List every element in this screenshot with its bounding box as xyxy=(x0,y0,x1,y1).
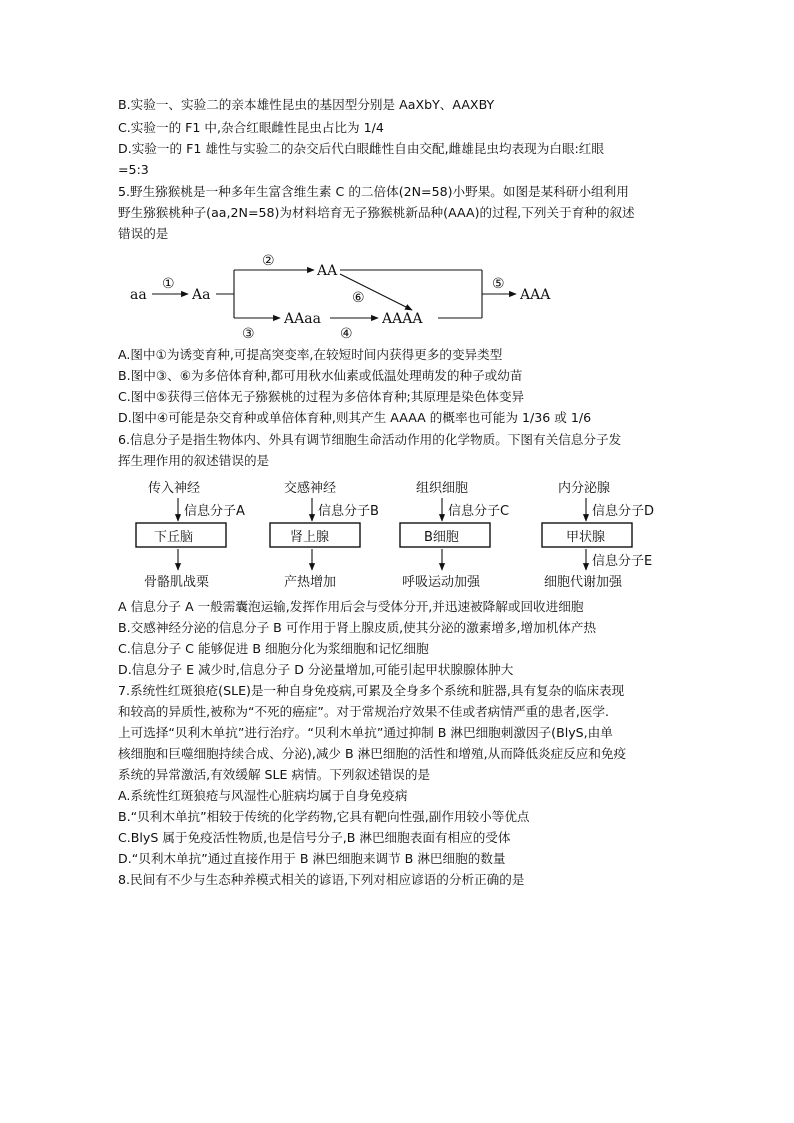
q7-option-c: C.BlyS 属于免疫活性物质,也是信号分子,B 淋巴细胞表面有相应的受体 xyxy=(118,830,511,845)
step-6-label: ⑥ xyxy=(352,290,365,306)
effect-heat-increase: 产热增加 xyxy=(284,575,337,590)
source-afferent-nerve: 传入神经 xyxy=(148,481,201,496)
step-2-label: ② xyxy=(262,253,275,269)
q7-option-b: B.“贝利木单抗”相较于传统的化学药物,它具有靶向性强,副作用较小等优点 xyxy=(118,809,530,824)
genotype-AAaa: AAaa xyxy=(284,311,321,327)
q4-option-d-line2: =5:3 xyxy=(118,162,149,177)
q6-stem-line2: 挥生理作用的叙述错误的是 xyxy=(118,453,270,468)
target-hypothalamus: 下丘脑 xyxy=(154,530,194,545)
q6-stem-line1: 6.信息分子是指生物体内、外具有调节细胞生命活动作用的化学物质。下图有关信息分子发 xyxy=(118,432,622,447)
signal-molecule-diagram xyxy=(130,476,690,596)
genotype-AAAA: AAAA xyxy=(382,311,423,327)
signal-molecule-a: 信息分子A xyxy=(184,504,245,519)
q5-option-a: A.图中①为诱变育种,可提高突变率,在较短时间内获得更多的变异类型 xyxy=(118,347,503,362)
breeding-diagram xyxy=(130,248,570,344)
q7-stem-line3: 上可选择“贝利木单抗”进行治疗。“贝利木单抗”通过抑制 B 淋巴细胞刺激因子(BlyS,由单 xyxy=(118,725,613,740)
step-4-label: ④ xyxy=(340,326,353,342)
q4-option-c: C.实验一的 F1 中,杂合红眼雌性昆虫占比为 1/4 xyxy=(118,120,384,135)
signal-molecule-c: 信息分子C xyxy=(448,504,510,519)
step-1-label: ① xyxy=(162,276,175,292)
genotype-AA: AA xyxy=(317,263,338,279)
q5-option-c: C.图中⑤获得三倍体无子猕猴桃的过程为多倍体育种;其原理是染色体变异 xyxy=(118,389,525,404)
q5-stem-line3: 错误的是 xyxy=(118,226,169,241)
q5-stem-line1: 5.野生猕猴桃是一种多年生富含维生素 C 的二倍体(2N=58)小野果。如图是某科研小组利用 xyxy=(118,184,629,199)
q7-stem-line4: 核细胞和巨噬细胞持续合成、分泌),减少 B 淋巴细胞的活性和增殖,从而降低炎症反应和免疫 xyxy=(118,746,627,761)
genotype-AAA: AAA xyxy=(520,287,551,303)
step-5-label: ⑤ xyxy=(492,276,505,292)
q6-option-b: B.交感神经分泌的信息分子 B 可作用于肾上腺皮质,使其分泌的激素增多,增加机体产热 xyxy=(118,620,597,635)
effect-metabolism: 细胞代谢加强 xyxy=(544,575,623,590)
genotype-aa: aa xyxy=(130,287,147,303)
source-sympathetic-nerve: 交感神经 xyxy=(284,481,337,496)
q5-option-d: D.图中④可能是杂交育种或单倍体育种,则其产生 AAAA 的概率也可能为 1/36 或 1/6 xyxy=(118,410,592,425)
q7-option-a: A.系统性红斑狼疮与风湿性心脏病均属于自身免疫病 xyxy=(118,788,408,803)
q7-stem-line2: 和较高的异质性,被称为“不死的癌症”。对于常规治疗效果不佳或者病情严重的患者,医学. xyxy=(118,704,610,719)
signal-molecule-e: 信息分子E xyxy=(592,554,653,569)
q5-stem-line2: 野生猕猴桃种子(aa,2N=58)为材料培育无子猕猴桃新品种(AAA)的过程,下列关于育种的叙述 xyxy=(118,205,635,220)
source-tissue-cell: 组织细胞 xyxy=(416,481,469,496)
source-endocrine-gland: 内分泌腺 xyxy=(558,481,611,496)
q6-option-d: D.信息分子 E 减少时,信息分子 D 分泌量增加,可能引起甲状腺腺体肿大 xyxy=(118,662,514,677)
q5-option-b: B.图中③、⑥为多倍体育种,都可用秋水仙素或低温处理萌发的种子或幼苗 xyxy=(118,368,523,383)
q4-option-d-line1: D.实验一的 F1 雄性与实验二的杂交后代白眼雌性自由交配,雌雄昆虫均表现为白眼:红眼 xyxy=(118,141,604,156)
q4-option-b: B.实验一、实验二的亲本雄性昆虫的基因型分别是 AaXbY、AAXBY xyxy=(118,97,495,112)
target-adrenal-gland: 肾上腺 xyxy=(290,530,330,545)
effect-shivering: 骨骼肌战栗 xyxy=(144,575,210,590)
q7-option-d: D.“贝利木单抗”通过直接作用于 B 淋巴细胞来调节 B 淋巴细胞的数量 xyxy=(118,851,506,866)
q6-option-a: A 信息分子 A 一般需囊泡运输,发挥作用后会与受体分开,并迅速被降解或回收进细胞 xyxy=(118,599,584,614)
signal-molecule-d: 信息分子D xyxy=(592,504,655,519)
genotype-Aa: Aa xyxy=(192,287,211,303)
target-b-cell: B细胞 xyxy=(424,530,459,545)
q7-stem-line5: 系统的异常激活,有效缓解 SLE 病情。下列叙述错误的是 xyxy=(118,767,431,782)
signal-molecule-b: 信息分子B xyxy=(318,504,379,519)
effect-respiration: 呼吸运动加强 xyxy=(402,575,481,590)
q8-stem-line1: 8.民间有不少与生态种养模式相关的谚语,下列对相应谚语的分析正确的是 xyxy=(118,872,525,887)
target-thyroid: 甲状腺 xyxy=(566,530,606,545)
q7-stem-line1: 7.系统性红斑狼疮(SLE)是一种自身免疫病,可累及全身多个系统和脏器,具有复杂的临床表现 xyxy=(118,683,625,698)
step-3-label: ③ xyxy=(242,326,255,342)
q6-option-c: C.信息分子 C 能够促进 B 细胞分化为浆细胞和记忆细胞 xyxy=(118,641,429,656)
